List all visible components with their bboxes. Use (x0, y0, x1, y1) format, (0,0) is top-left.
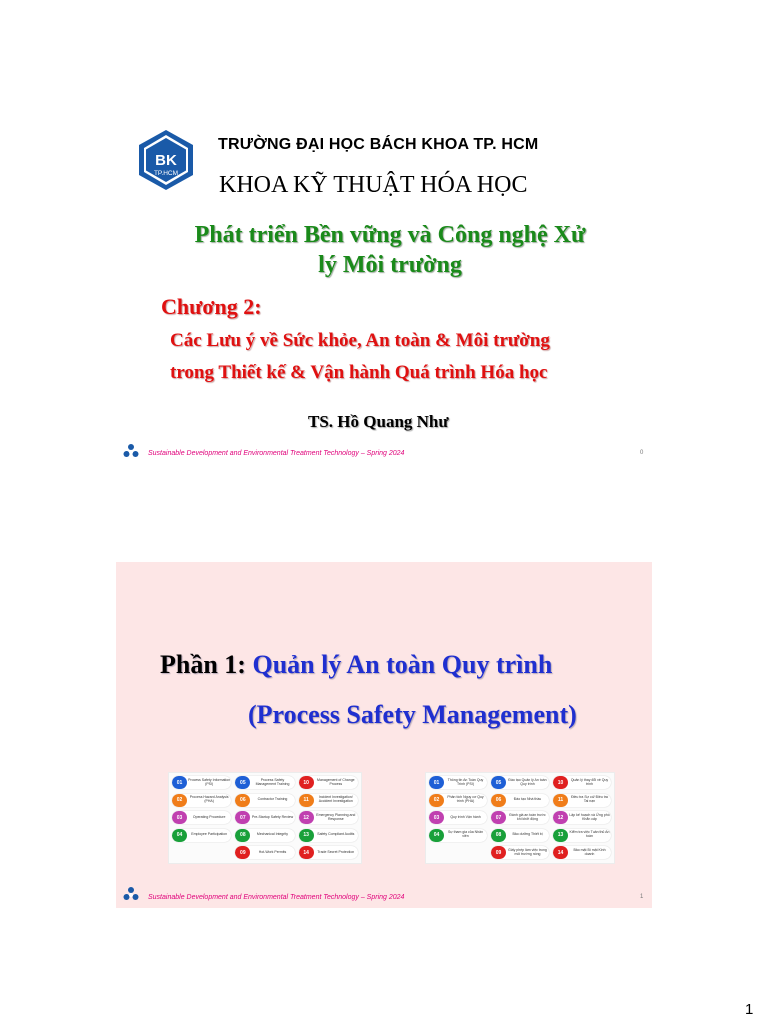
chapter-label: Chương 2: (161, 294, 262, 319)
psm-element-label: Process Safety Information (PSI) (188, 777, 231, 786)
psm-element-label: Management of Change Process (317, 777, 355, 786)
document-page-number: 1 (745, 1001, 754, 1018)
psm-element-number: 02 (172, 794, 187, 807)
psm-element-item (299, 776, 358, 789)
footer-text: Sustainable Development and Environmental Treatment Technology – Spring 2024 (148, 450, 405, 457)
psm-element-item (429, 776, 487, 789)
psm-element-label: Trade Secret Protection (317, 849, 355, 854)
author-name: TS. Hồ Quang Như (308, 412, 449, 431)
psm-element-number: 11 (299, 794, 314, 807)
psm-element-label: Emergency Planning and Response (316, 812, 356, 821)
psm-element-label: Thông tin An Toàn Quy Trình (PSI) (447, 777, 484, 786)
psm-element-item (299, 846, 358, 859)
psm-element-label: Quản lý thay đổi về Quy trình (570, 777, 609, 786)
psm-element-item (299, 811, 358, 824)
psm-element-number: 11 (553, 794, 568, 807)
psm-element-item (172, 794, 231, 807)
psm-element-label: Quy trình Vận hành (450, 814, 481, 819)
psm-element-label: Bảo dưỡng Thiết bị (512, 832, 543, 837)
psm-element-item (553, 794, 611, 807)
psm-element-item (235, 776, 294, 789)
psm-element-number: 06 (491, 794, 506, 807)
psm-element-label: Phân tích Nguy cơ Quy trình (PHA) (447, 795, 484, 803)
psm-element-number: 14 (553, 846, 568, 859)
psm-element-item (172, 776, 231, 789)
psm-element-label: Employee Participation (191, 832, 228, 837)
course-title-line1: Phát triển Bền vững và Công nghệ Xử (194, 222, 586, 248)
psm-element-number: 09 (491, 846, 506, 859)
course-title-line2: lý Môi trường (318, 252, 462, 278)
psm-elements-vietnamese (425, 772, 615, 864)
psm-elements-english (168, 772, 362, 864)
part-label: Phần 1: (160, 650, 246, 679)
psm-element-number: 05 (491, 776, 506, 789)
psm-element-number: 03 (172, 811, 187, 824)
logo-text-top: BK (155, 152, 177, 169)
psm-element-number: 10 (299, 776, 314, 789)
psm-element-label: Đánh giá an toàn trước khi khởi động (509, 812, 546, 821)
psm-element-number: 07 (235, 811, 250, 824)
psm-element-item (491, 776, 549, 789)
psm-element-number: 01 (172, 776, 187, 789)
part-title-english: (Process Safety Management) (248, 700, 577, 729)
psm-element-item (172, 811, 231, 824)
psm-element-item (235, 829, 294, 842)
university-logo (136, 129, 196, 191)
psm-element-number: 14 (299, 846, 314, 859)
psm-element-number: 04 (172, 829, 187, 842)
psm-element-number: 08 (491, 829, 506, 842)
psm-element-number: 08 (235, 829, 250, 842)
psm-element-item (553, 811, 611, 824)
psm-element-item (491, 846, 549, 859)
psm-element-label: Giấy phép làm việc trong môi trường nóng (508, 847, 547, 856)
psm-element-number: 03 (429, 811, 444, 824)
psm-element-item (235, 794, 294, 807)
psm-element-label: Sự tham gia của Nhân viên (447, 830, 484, 838)
psm-element-item (235, 846, 294, 859)
part-heading (160, 650, 552, 680)
psm-element-item (299, 829, 358, 842)
psm-element-label: Safety Compliant Audits (317, 832, 355, 837)
psm-element-number: 02 (429, 794, 444, 807)
university-name: TRƯỜNG ĐẠI HỌC BÁCH KHOA TP. HCM (218, 136, 539, 153)
psm-element-number: 09 (235, 846, 250, 859)
psm-element-label: Pre-Startup Safety Review (251, 814, 294, 819)
psm-element-number: 13 (553, 829, 568, 842)
psm-element-number: 12 (553, 811, 568, 824)
psm-element-item (553, 846, 611, 859)
psm-element-number: 05 (235, 776, 250, 789)
chapter-title-line1: Các Lưu ý về Sức khỏe, An toàn & Môi trường (170, 330, 550, 351)
psm-element-item (491, 829, 549, 842)
psm-element-label: Process Safety Management Training (255, 777, 290, 786)
psm-element-item (235, 811, 294, 824)
psm-element-label: Bảo mật Bí mật Kinh doanh (573, 847, 606, 856)
psm-element-item (429, 811, 487, 824)
psm-element-label: Operating Procedure (192, 814, 226, 819)
faculty-name: KHOA KỸ THUẬT HÓA HỌC (219, 172, 528, 198)
psm-element-item (299, 794, 358, 807)
psm-element-label: Điều tra Sự cố/ Điều tra Tai nạn (571, 795, 608, 803)
psm-element-item (553, 829, 611, 842)
psm-element-number: 12 (299, 811, 314, 824)
psm-element-number: 07 (491, 811, 506, 824)
psm-element-label: Contractor Training (257, 797, 288, 802)
psm-element-label: Lập kế hoạch và Ứng phó Khẩn cấp (569, 812, 610, 821)
psm-element-item (491, 794, 549, 807)
psm-element-label: Hot-Work Permits (258, 849, 287, 854)
psm-element-label: Mechanical Integrity (256, 832, 289, 837)
psm-element-number: 01 (429, 776, 444, 789)
footer-logo-icon (123, 886, 139, 902)
chapter-title-line2: trong Thiết kế & Vận hành Quá trình Hóa học (170, 362, 548, 383)
psm-element-item (491, 811, 549, 824)
psm-element-number: 13 (299, 829, 314, 842)
psm-element-label: Process Hazard Analysis (PHA) (189, 795, 229, 803)
psm-element-label: Đào tạo Quản lý An toàn Quy trình (508, 777, 547, 786)
psm-element-item (429, 829, 487, 842)
footer-logo-icon (123, 443, 139, 459)
psm-element-item (553, 776, 611, 789)
psm-element-label: Kiểm tra việc Tuân thủ An toàn (569, 830, 610, 838)
psm-element-number: 06 (235, 794, 250, 807)
psm-element-number: 10 (553, 776, 568, 789)
part-title: Quản lý An toàn Quy trình (252, 650, 553, 679)
slide-page-number: 0 (640, 450, 644, 456)
psm-element-number: 04 (429, 829, 444, 842)
psm-element-item (429, 794, 487, 807)
footer-text: Sustainable Development and Environmental Treatment Technology – Spring 2024 (148, 894, 405, 901)
psm-element-item (172, 829, 231, 842)
psm-element-label: Incident Investigation/ Accident Investigation (318, 795, 353, 803)
slide-page-number: 1 (640, 894, 644, 900)
logo-text-bottom: TP.HCM (153, 170, 179, 177)
psm-element-label: Đào tạo Nhà thầu (513, 797, 542, 802)
